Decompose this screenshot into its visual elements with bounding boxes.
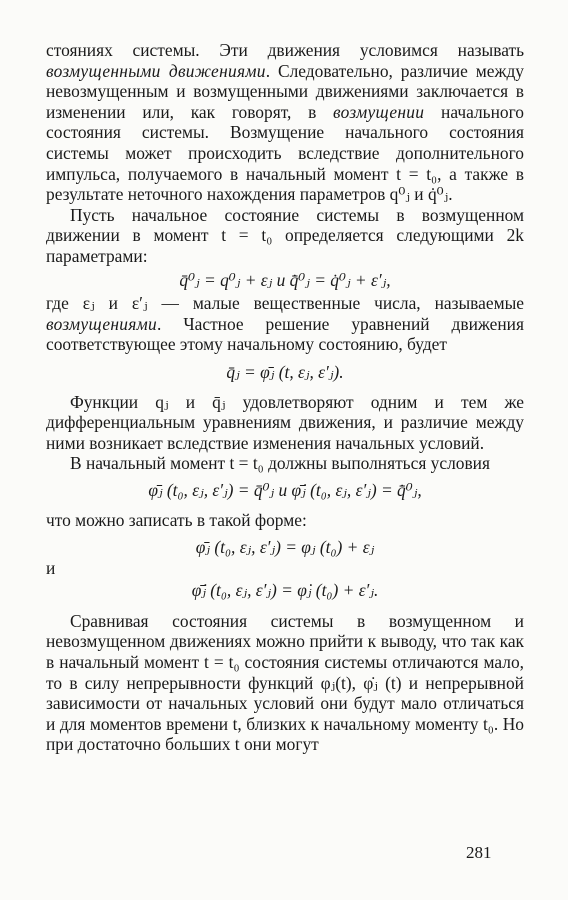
p1-text-c: начального состояния системы. Возмущение начального состояния системы может происходить вследствие дополнительного импульса, получаемого в начальный момент t = t₀, а также в результате неточного нахождения параметров q⁰ⱼ и q̇⁰ⱼ. (46, 101, 524, 205)
p1-emphasis-2: возмущении (333, 101, 425, 122)
conjunction-and: и (46, 557, 56, 578)
formula-4: φ̄ⱼ (t₀, εⱼ, ε′ⱼ) = φⱼ (t₀) + εⱼ (195, 537, 375, 558)
p3-text-a: где εⱼ и ε′ⱼ — малые вещественные числа, называемые (46, 293, 524, 314)
p3-text-b: . Частное решение уравнений движения соответствующее этому начальному состоянию, будет (46, 313, 524, 355)
paragraph-7: Сравнивая состояния системы в возмущенном и невозмущенном движениях можно прийти к выводу, что так как в начальный момент t = t₀ состояния системы отличаются мало, то в силу непрерывности функций φⱼ(t), φ̇ⱼ (t) и непрерывной зависимости от начальных условий они будут мало отличаться и для моментов времени t, близких к начальному моменту t₀. Но при достаточно больших t они могут (46, 610, 524, 755)
p1-text-a: стояниях системы. Эти движения условимся называть (46, 40, 524, 60)
paragraph-5: В начальный момент t = t₀ должны выполняться условия (70, 453, 490, 474)
paragraph-3 (46, 293, 524, 355)
paragraph-1 (46, 40, 524, 205)
page-number: 281 (466, 843, 492, 862)
p1-emphasis-1: возмущенными движениями (46, 60, 266, 81)
p3-emphasis: возмущениями (46, 313, 158, 334)
p1-text-b: . Следовательно, различие между невозмущенным и возмущенными движениями заключается в изменении или, как говорят, в (46, 60, 524, 122)
formula-3: φ̄ⱼ (t₀, εⱼ, ε′ⱼ) = q̄⁰ⱼ и φ̄̇ⱼ (t₀, εⱼ, ε′ⱼ) = q̄̇⁰ⱼ, (148, 479, 422, 500)
paragraph-4: Функции qⱼ и q̄ⱼ удовлетворяют одним и тем же дифференциальным уравнениям движения, и различие между ними возникает вследствие изменения начальных условий. (46, 391, 524, 453)
paragraph-2: Пусть начальное состояние системы в возмущенном движении в момент t = t₀ определяется следующими 2k параметрами: (46, 204, 524, 266)
formula-2: q̄ⱼ = φ̄ⱼ (t, εⱼ, ε′ⱼ). (226, 361, 344, 382)
formula-5: φ̄̇ⱼ (t₀, εⱼ, ε′ⱼ) = φ̇ⱼ (t₀) + ε′ⱼ. (191, 580, 379, 601)
formula-1: q̄⁰ⱼ = q⁰ⱼ + εⱼ и q̄̇⁰ⱼ = q̇⁰ⱼ + ε′ⱼ, (179, 269, 391, 290)
page-text (46, 40, 524, 755)
paragraph-6: что можно записать в такой форме: (46, 510, 307, 531)
